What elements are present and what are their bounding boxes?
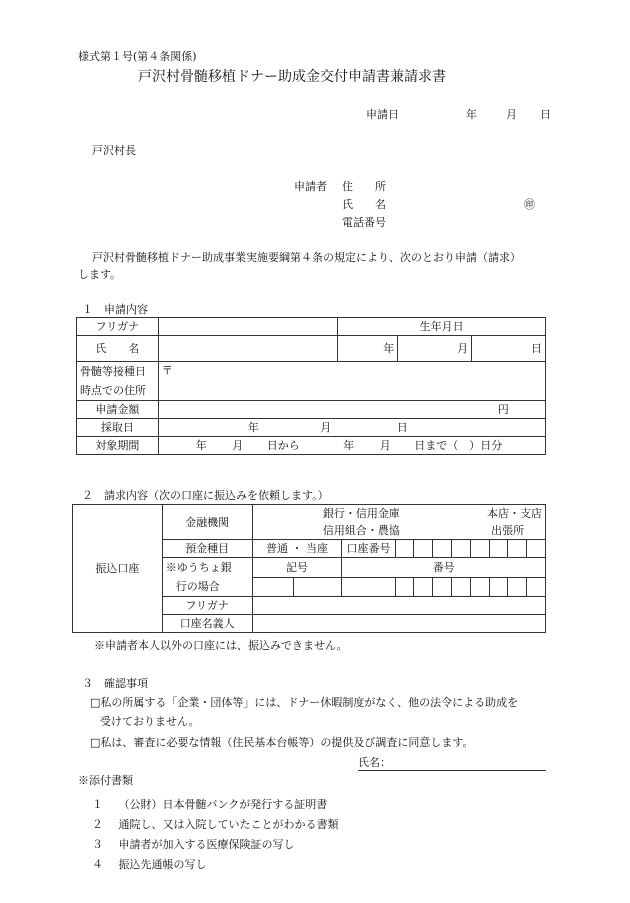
- period-until: 日まで（ ）日分: [414, 439, 503, 452]
- period-end-year: 年: [343, 439, 355, 452]
- collection-date-field[interactable]: [158, 419, 545, 437]
- transfer-note: ※申請者本人以外の口座には、振込みできません。: [94, 639, 348, 652]
- birth-month: 月: [398, 336, 472, 362]
- check1-line2: 受けておりません。: [100, 715, 200, 728]
- attachment-text: （公財）日本骨髄バンクが発行する証明書: [118, 798, 328, 811]
- yucho-label-line1: ※ゆうちょ銀: [165, 561, 232, 574]
- account-digit[interactable]: [414, 540, 433, 558]
- bank-label: 金融機関: [162, 505, 252, 540]
- number-digit[interactable]: [395, 577, 414, 597]
- bank-table: [72, 504, 546, 633]
- account-furigana-label: フリガナ: [162, 597, 252, 615]
- seal-mark: ㊞: [524, 198, 535, 211]
- attachment-number: ４: [92, 858, 103, 871]
- application-table: [76, 317, 546, 455]
- number-digit[interactable]: [470, 577, 489, 597]
- date-month: 月: [506, 108, 517, 121]
- addressee: 戸沢村長: [92, 144, 136, 157]
- check1-line1[interactable]: □私の所属する「企業・団体等」には、ドナー休暇制度がなく、他の法令による助成を: [90, 696, 519, 709]
- period-start-month: 月: [232, 439, 244, 452]
- section2-heading: ２ 請求内容（次の口座に振込みを依頼します。）: [82, 489, 329, 502]
- attachment-item: [92, 816, 339, 832]
- attachment-number: ３: [92, 838, 103, 851]
- name-label: 氏 名: [77, 336, 159, 362]
- attachment-number: ２: [92, 818, 103, 831]
- account-holder-label: 口座名義人: [162, 615, 252, 633]
- birth-day: 日: [472, 336, 546, 362]
- signature-label: 氏名：: [358, 756, 391, 769]
- section3-heading: ３ 確認事項: [82, 677, 148, 690]
- number-digit[interactable]: [342, 577, 395, 597]
- birthdate-label: 生年月日: [338, 318, 546, 336]
- date-year: 年: [466, 108, 477, 121]
- account-digit[interactable]: [395, 540, 414, 558]
- symbol-label: 記号: [252, 558, 342, 578]
- signature-field[interactable]: [358, 754, 546, 771]
- yucho-label: [162, 558, 252, 597]
- check2[interactable]: □私は、審査に必要な情報（住民基本台帳等）の提供及び調査に同意します。: [90, 736, 474, 749]
- attachment-item: [92, 836, 295, 852]
- account-digit[interactable]: [433, 540, 452, 558]
- page-title: 戸沢村骨髄移植ドナー助成金交付申請書兼請求書: [138, 69, 446, 85]
- account-digit[interactable]: [508, 540, 527, 558]
- attachments-heading: ※添付書類: [78, 774, 133, 787]
- attachment-item: [92, 856, 207, 872]
- yucho-label-line2: 行の場合: [175, 580, 220, 593]
- account-number-label: 口座番号: [342, 540, 395, 558]
- attachment-item: [92, 796, 327, 812]
- transfer-account-label: 振込口座: [73, 505, 163, 633]
- address-label: [77, 362, 159, 401]
- furigana-label: フリガナ: [77, 318, 159, 336]
- number-digit[interactable]: [508, 577, 527, 597]
- application-date-label: 申請日: [366, 108, 399, 121]
- collection-year: 年: [247, 421, 259, 434]
- symbol-digit[interactable]: [252, 577, 294, 597]
- period-end-month: 月: [379, 439, 391, 452]
- applicant-name-label: 氏 名: [342, 198, 386, 211]
- period-from: 日から: [266, 439, 300, 452]
- amount-unit: 円: [497, 403, 509, 416]
- date-day: 日: [540, 108, 551, 121]
- branch-types-2[interactable]: 出張所: [470, 522, 545, 540]
- deposit-type-options[interactable]: 普通 ・ 当座: [252, 540, 342, 558]
- number-digit[interactable]: [451, 577, 470, 597]
- collection-month: 月: [320, 421, 332, 434]
- deposit-type-label: 預金種目: [162, 540, 252, 558]
- amount-field[interactable]: [158, 401, 545, 419]
- number-label: 番号: [342, 558, 546, 578]
- attachment-text: 申請者が加入する医療保険証の写し: [118, 838, 295, 851]
- furigana-field[interactable]: [158, 318, 338, 336]
- period-start-year: 年: [195, 439, 207, 452]
- period-label: 対象期間: [77, 437, 159, 455]
- amount-label: 申請金額: [77, 401, 159, 419]
- applicant-address-label: 住 所: [342, 180, 386, 193]
- number-digit[interactable]: [414, 577, 433, 597]
- account-furigana-field[interactable]: [252, 597, 545, 615]
- applicant-label: 申請者: [294, 180, 327, 193]
- collection-date-label: 採取日: [77, 419, 159, 437]
- number-digit[interactable]: [527, 577, 546, 597]
- attachment-text: 通院し、又は入院していたことがわかる書類: [118, 818, 339, 831]
- postal-mark: 〒: [161, 364, 173, 377]
- intro-line-2: します。: [78, 268, 122, 281]
- attachment-number: １: [92, 798, 103, 811]
- collection-day: 日: [396, 421, 408, 434]
- number-digit[interactable]: [489, 577, 508, 597]
- intro-line-1: 戸沢村骨髄移植ドナー助成事業実施要綱第４条の規定により、次のとおり申請（請求）: [92, 251, 521, 264]
- bank-types-1[interactable]: 銀行・信用金庫: [252, 505, 470, 523]
- account-digit[interactable]: [489, 540, 508, 558]
- applicant-phone-label: 電話番号: [342, 216, 386, 229]
- birth-year: 年: [338, 336, 398, 362]
- bank-types-2[interactable]: 信用組合・農協: [252, 522, 470, 540]
- account-holder-field[interactable]: [252, 615, 545, 633]
- name-field[interactable]: [158, 336, 338, 362]
- account-digit[interactable]: [470, 540, 489, 558]
- address-label-line2: 時点での住所: [80, 384, 146, 397]
- account-digit[interactable]: [527, 540, 546, 558]
- branch-types-1[interactable]: 本店・支店: [470, 505, 545, 523]
- symbol-digit[interactable]: [294, 577, 342, 597]
- section1-heading: １ 申請内容: [82, 303, 148, 316]
- period-field[interactable]: [158, 437, 545, 455]
- address-label-line1: 骨髄等接種日: [80, 365, 146, 378]
- form-id: 様式第１号(第４条関係): [78, 50, 197, 63]
- number-digit[interactable]: [433, 577, 452, 597]
- account-digit[interactable]: [451, 540, 470, 558]
- address-field[interactable]: [158, 362, 545, 401]
- attachment-text: 振込先通帳の写し: [118, 858, 207, 871]
